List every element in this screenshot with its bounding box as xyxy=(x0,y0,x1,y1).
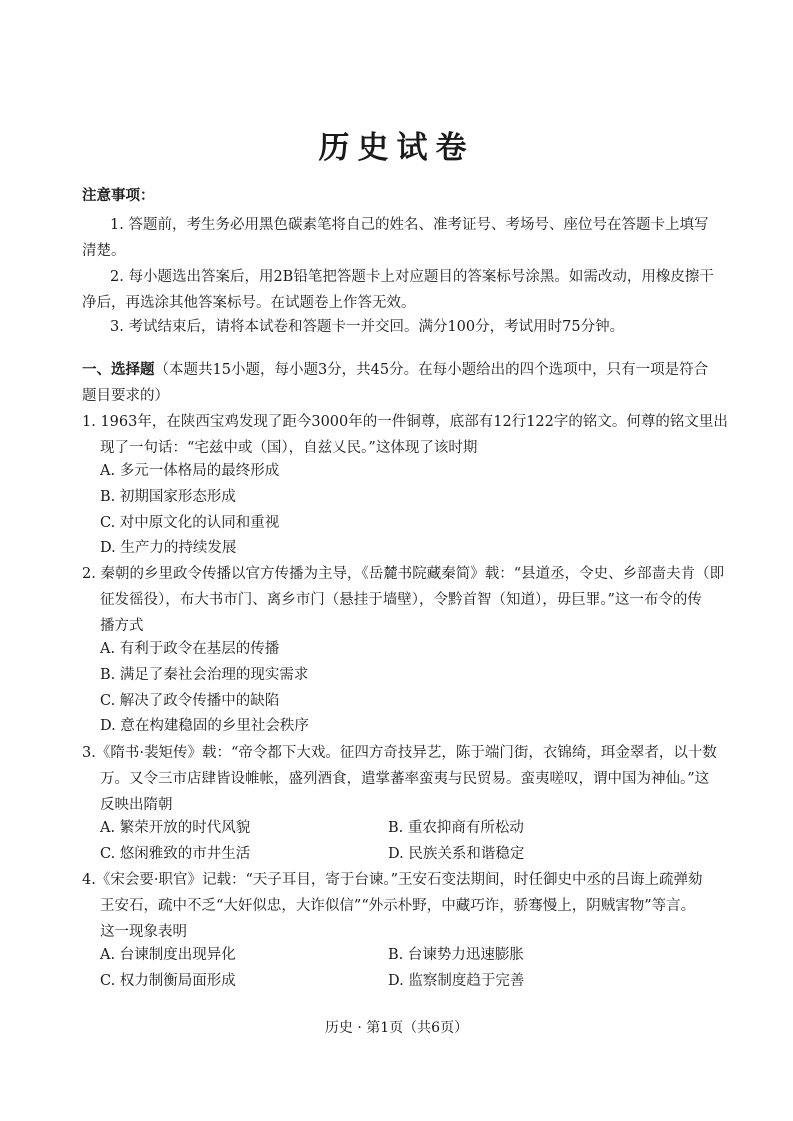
question-4-stem-line-3: 这一现象表明 xyxy=(100,924,187,940)
notice-item-3 xyxy=(82,314,722,340)
notice-section xyxy=(82,183,722,209)
section-header xyxy=(82,357,722,409)
question-4-option-a[interactable]: A. 台谏制度出现异化 xyxy=(100,947,236,963)
question-2-option-d[interactable]: D. 意在构建稳固的乡里社会秩序 xyxy=(100,718,309,734)
question-3-option-a[interactable]: A. 繁荣开放的时代风貌 xyxy=(100,820,251,836)
page-title: 历史试卷 xyxy=(318,130,475,166)
notice-item-2-line-2: 净后，再选涂其他答案标号。在试题卷上作答无效。 xyxy=(82,295,416,311)
question-2-stem-line-1: 2. 秦朝的乡里政令传播以官方传播为主导，《岳麓书院藏秦简》载：“县道丞，令史、乡部啬夫肯（即 xyxy=(82,566,725,582)
question-3-stem-line-2: 万。又令三市店肆皆设帷帐，盛列酒食，遣掌蕃率蛮夷与民贸易。蛮夷嗟叹，谓中国为神仙。”这 xyxy=(100,771,710,787)
notice-heading: 注意事项： xyxy=(82,187,155,204)
question-1-stem-line-2: 现了一句话：“宅兹中或（国），自兹乂民。”这体现了该时期 xyxy=(100,440,478,456)
notice-item-2 xyxy=(82,264,722,316)
question-1-option-d[interactable]: D. 生产力的持续发展 xyxy=(100,540,237,556)
question-3 xyxy=(82,740,722,818)
question-2 xyxy=(82,561,725,639)
question-4-option-c[interactable]: C. 权力制衡局面形成 xyxy=(100,973,236,989)
question-2-option-a[interactable]: A. 有利于政令在基层的传播 xyxy=(100,641,280,657)
question-2-option-b[interactable]: B. 满足了秦社会治理的现实需求 xyxy=(100,667,309,683)
question-4-stem-line-2: 王安石，疏中不乏“大奸似忠，大诈似信”“外示朴野，中藏巧诈，骄骞慢上，阴贼害物”等言。 xyxy=(100,898,696,914)
page-footer: 历史 · 第1页（共6页） xyxy=(324,1020,469,1036)
question-3-option-d[interactable]: D. 民族关系和谐稳定 xyxy=(388,846,525,862)
notice-item-2-line-1: 2. 每小题选出答案后，用2B铅笔把答题卡上对应题目的答案标号涂黑。如需改动，用橡皮擦干 xyxy=(110,269,714,285)
question-4-option-d[interactable]: D. 监察制度趋于完善 xyxy=(388,973,525,989)
question-1-option-c[interactable]: C. 对中原文化的认同和重视 xyxy=(100,515,280,531)
question-2-stem-line-2: 征发徭役），布大书市门、离乡市门（悬挂于墙壁），令黔首智（知道），毋巨罪。”这一布令的传 xyxy=(100,592,702,608)
question-4-stem-line-1: 4.《宋会要·职官》记载：“天子耳目，寄于台谏。”王安石变法期间，时任御史中丞的吕诲上疏弹劾 xyxy=(82,872,703,888)
notice-item-1-line-1: 1. 答题前，考生务必用黑色碳素笔将自己的姓名、准考证号、考场号、座位号在答题卡上填写 xyxy=(110,217,709,233)
section-label: 一、选择题 xyxy=(82,361,155,378)
question-3-stem-line-1: 3.《隋书·裴矩传》载：“帝令都下大戏。征四方奇技异艺，陈于端门街，衣锦绮，珥金翠者，以十数 xyxy=(82,745,717,761)
question-2-stem-line-3: 播方式 xyxy=(100,618,144,634)
notice-item-3-line: 3. 考试结束后，请将本试卷和答题卡一并交回。满分100分，考试用时75分钟。 xyxy=(110,319,625,335)
question-3-option-c[interactable]: C. 悠闲雅致的市井生活 xyxy=(100,846,251,862)
notice-item-1 xyxy=(82,212,722,264)
question-3-stem-line-3: 反映出隋朝 xyxy=(100,797,173,813)
section-desc-line-2: 题目要求的） xyxy=(82,388,169,404)
question-1-stem-line-1: 1. 1963年，在陕西宝鸡发现了距今3000年的一件铜尊，底部有12行122字的铭文。何尊的铭文里出 xyxy=(82,414,728,430)
question-1-option-a[interactable]: A. 多元一体格局的最终形成 xyxy=(100,463,280,479)
question-2-option-c[interactable]: C. 解决了政令传播中的缺陷 xyxy=(100,693,280,709)
question-4 xyxy=(82,867,722,945)
question-1 xyxy=(82,409,728,461)
question-4-option-b[interactable]: B. 台谏势力迅速膨胀 xyxy=(388,947,524,963)
question-3-option-b[interactable]: B. 重农抑商有所松动 xyxy=(388,820,524,836)
section-desc-line-1: （本题共15小题，每小题3分，共45分。在每小题给出的四个选项中，只有一项是符合 xyxy=(154,362,709,378)
question-1-option-b[interactable]: B. 初期国家形态形成 xyxy=(100,489,236,505)
notice-item-1-line-2: 清楚。 xyxy=(82,243,126,259)
